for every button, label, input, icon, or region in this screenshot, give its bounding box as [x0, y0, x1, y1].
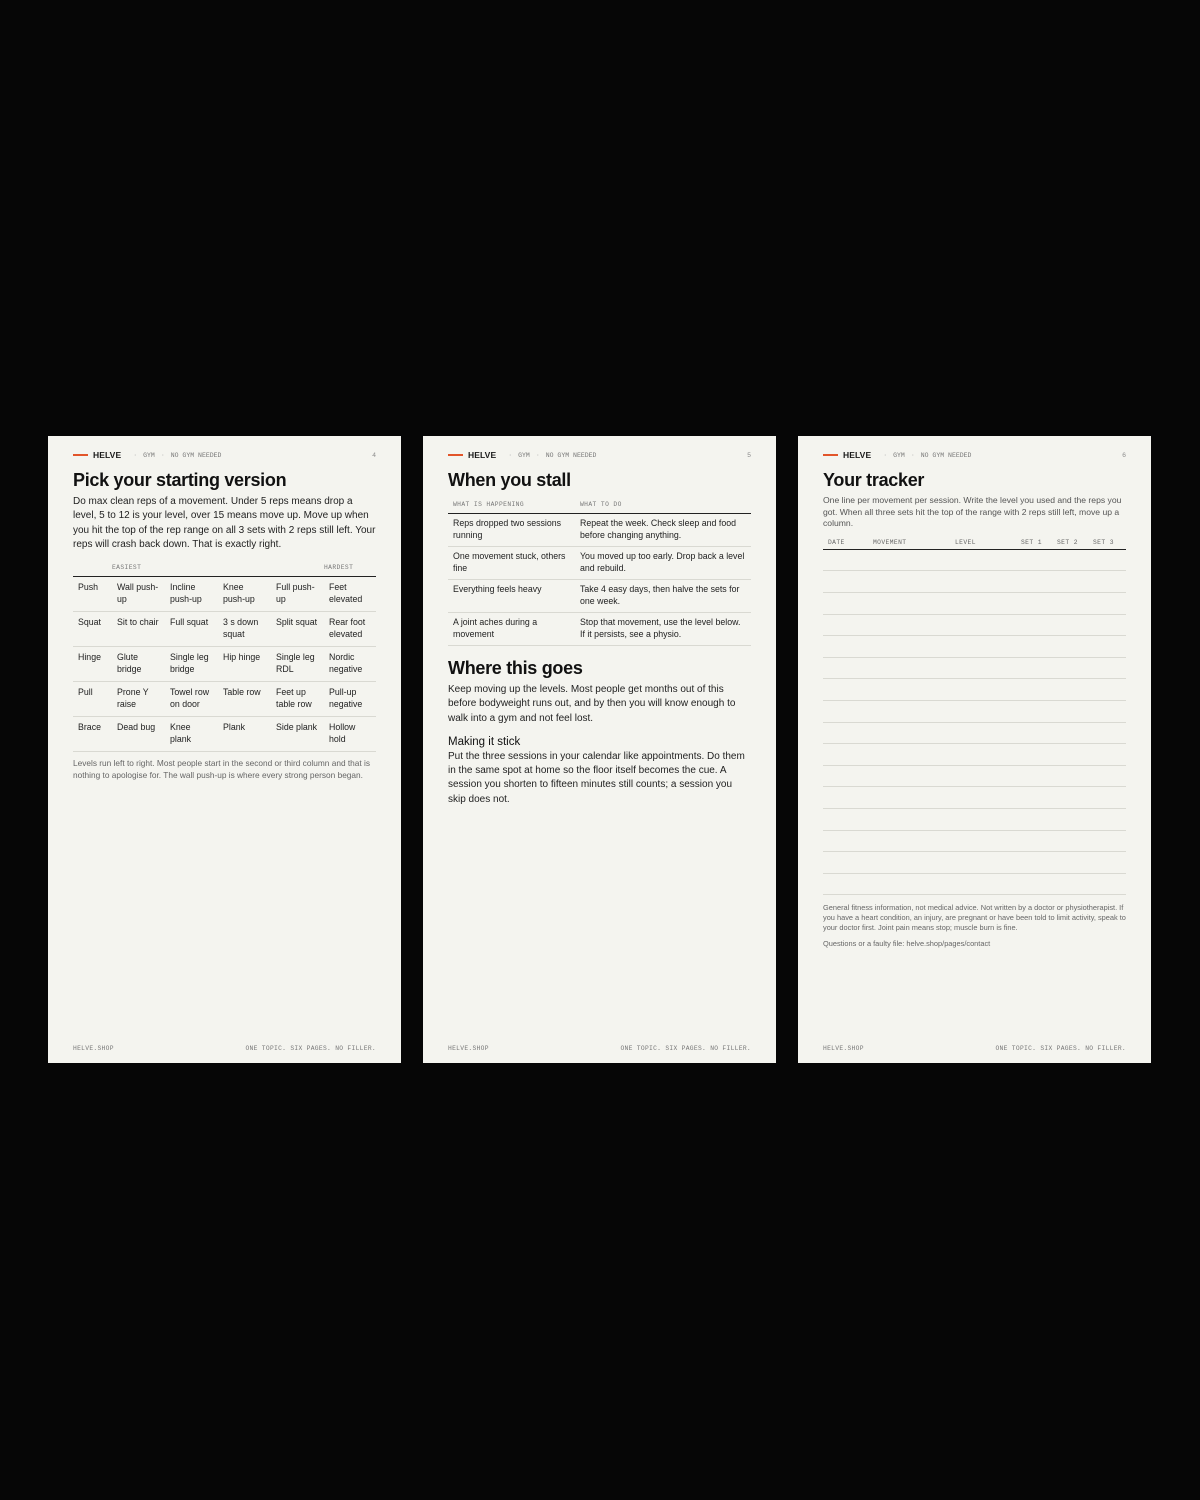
tracker-row[interactable]: [823, 831, 1126, 853]
page-header: [448, 450, 751, 460]
table-row: [448, 547, 751, 580]
level-cell: 3 s down squat: [218, 612, 271, 647]
action-cell: Stop that movement, use the level below. If it persists, see a physio.: [575, 613, 751, 646]
level-cell: Knee plank: [165, 717, 218, 752]
table-header: [73, 560, 376, 577]
progression-table: [73, 560, 376, 752]
accent-bar: [73, 454, 88, 456]
movement-name: Hinge: [73, 647, 112, 682]
footer-tagline: ONE TOPIC. SIX PAGES. NO FILLER.: [995, 1045, 1126, 1052]
table-row: [448, 613, 751, 646]
action-cell: Repeat the week. Check sleep and food before changing anything.: [575, 514, 751, 547]
header-section: GYM: [518, 451, 530, 459]
page-number: 6: [1122, 451, 1126, 459]
footer-tagline: ONE TOPIC. SIX PAGES. NO FILLER.: [245, 1045, 376, 1052]
page-title: Your tracker: [823, 470, 925, 490]
header-meta: · GYM · NO GYM NEEDED: [508, 451, 597, 459]
contact-line: Questions or a faulty file: helve.shop/pages/contact: [823, 938, 991, 948]
level-cell: Single leg RDL: [271, 647, 324, 682]
tracker-rows: [823, 550, 1126, 896]
level-cell: Plank: [218, 717, 271, 752]
page-number: 5: [747, 451, 751, 459]
section-body: Keep moving up the levels. Most people get months out of this before bodyweight runs out, and by then you will know enough to walk into a gym and not feel lost.: [448, 684, 736, 724]
hardest-label: HARDEST: [324, 560, 376, 577]
level-cell: Single leg bridge: [165, 647, 218, 682]
header-section: GYM: [893, 451, 905, 459]
symptom-cell: One movement stuck, others fine: [448, 547, 575, 580]
table-row: [448, 514, 751, 547]
accent-bar: [448, 454, 463, 456]
tracker-intro: One line per movement per session. Write the level you used and the reps you got. When all three sets hit the top of the range with 2 reps still left, move up a column.: [823, 495, 1122, 529]
tracker-row[interactable]: [823, 787, 1126, 809]
header-meta: · GYM · NO GYM NEEDED: [133, 451, 222, 459]
level-cell: Feet elevated: [324, 577, 376, 612]
table-row: [73, 612, 376, 647]
document-page: [48, 436, 401, 1063]
table-row: [448, 580, 751, 613]
tracker-row[interactable]: [823, 615, 1126, 637]
level-cell: Hollow hold: [324, 717, 376, 752]
tracker-row[interactable]: [823, 852, 1126, 874]
medical-disclaimer: General fitness information, not medical advice. Not written by a doctor or physiotherapist. If you have a heart condition, an injury, are pregnant or have been told to limit activity, speak to your doctor first. Joint pain means stop; muscle burn is fine.: [823, 903, 1126, 932]
tracker-col-set3: SET 3: [1093, 538, 1114, 546]
footer-site: HELVE.SHOP: [823, 1045, 864, 1052]
column-header: WHAT IS HAPPENING: [448, 497, 575, 514]
tracker-row[interactable]: [823, 636, 1126, 658]
movement-name: Push: [73, 577, 112, 612]
brand-logo: HELVE: [843, 450, 872, 460]
tracker-row[interactable]: [823, 723, 1126, 745]
level-cell: Nordic negative: [324, 647, 376, 682]
level-cell: Side plank: [271, 717, 324, 752]
footer-tagline: ONE TOPIC. SIX PAGES. NO FILLER.: [620, 1045, 751, 1052]
page-header: [73, 450, 376, 460]
tracker-row[interactable]: [823, 701, 1126, 723]
level-cell: Knee push-up: [218, 577, 271, 612]
header-section: GYM: [143, 451, 155, 459]
header-meta: · GYM · NO GYM NEEDED: [883, 451, 972, 459]
document-page: [798, 436, 1151, 1063]
tracker-col-movement: MOVEMENT: [873, 538, 907, 546]
subsection-heading: Making it stick: [448, 735, 521, 748]
header-subtitle: NO GYM NEEDED: [170, 451, 222, 459]
tracker-row[interactable]: [823, 550, 1126, 572]
level-cell: Table row: [218, 682, 271, 717]
movement-name: Squat: [73, 612, 112, 647]
level-cell: Split squat: [271, 612, 324, 647]
tracker-row[interactable]: [823, 809, 1126, 831]
level-cell: Glute bridge: [112, 647, 165, 682]
easiest-label: EASIEST: [112, 560, 324, 577]
header-subtitle: NO GYM NEEDED: [920, 451, 972, 459]
section-heading: Where this goes: [448, 658, 583, 678]
tracker-row[interactable]: [823, 593, 1126, 615]
stall-table: [448, 497, 751, 646]
table-row: [73, 647, 376, 682]
page-title: When you stall: [448, 470, 571, 490]
level-cell: Rear foot elevated: [324, 612, 376, 647]
tracker-col-level: LEVEL: [955, 538, 976, 546]
movement-name: Brace: [73, 717, 112, 752]
header-subtitle: NO GYM NEEDED: [545, 451, 597, 459]
table-row: [73, 682, 376, 717]
level-cell: Prone Y raise: [112, 682, 165, 717]
level-cell: Dead bug: [112, 717, 165, 752]
page-header: [823, 450, 1126, 460]
table-note: Levels run left to right. Most people start in the second or third column and that is nothing to apologise for. The wall push-up is where every strong person began.: [73, 758, 371, 780]
intro-text: Do max clean reps of a movement. Under 5 reps means drop a level, 5 to 12 is your level, over 15 means move up. Move up when you hit the top of the rep range on all 3 sets with 2 reps still left. Your reps will crash back down. That is exactly right.: [73, 496, 376, 550]
level-cell: Full push-up: [271, 577, 324, 612]
level-cell: Wall push-up: [112, 577, 165, 612]
page-number: 4: [372, 451, 376, 459]
tracker-col-set1: SET 1: [1021, 538, 1042, 546]
symptom-cell: A joint aches during a movement: [448, 613, 575, 646]
footer-site: HELVE.SHOP: [73, 1045, 114, 1052]
table-header: [448, 497, 751, 514]
level-cell: Sit to chair: [112, 612, 165, 647]
page-footer: [73, 1045, 376, 1052]
tracker-row[interactable]: [823, 571, 1126, 593]
page-footer: [823, 1045, 1126, 1052]
action-cell: Take 4 easy days, then halve the sets for one week.: [575, 580, 751, 613]
level-cell: Full squat: [165, 612, 218, 647]
brand-logo: HELVE: [93, 450, 122, 460]
table-row: [73, 577, 376, 612]
level-cell: Incline push-up: [165, 577, 218, 612]
tracker-col-date: DATE: [828, 538, 845, 546]
level-cell: Feet up table row: [271, 682, 324, 717]
brand-logo: HELVE: [468, 450, 497, 460]
accent-bar: [823, 454, 838, 456]
symptom-cell: Reps dropped two sessions running: [448, 514, 575, 547]
table-row: [73, 717, 376, 752]
tracker-row[interactable]: [823, 874, 1126, 896]
page-footer: [448, 1045, 751, 1052]
level-cell: Hip hinge: [218, 647, 271, 682]
level-cell: Pull-up negative: [324, 682, 376, 717]
page-title: Pick your starting version: [73, 470, 287, 490]
tracker-row[interactable]: [823, 679, 1126, 701]
subsection-body: Put the three sessions in your calendar like appointments. Do them in the same spot at home so the floor itself becomes the cue. A session you shorten to fifteen minutes still counts; a session you skip does not.: [448, 750, 745, 805]
document-page: [423, 436, 776, 1063]
level-cell: Towel row on door: [165, 682, 218, 717]
footer-site: HELVE.SHOP: [448, 1045, 489, 1052]
column-header: WHAT TO DO: [575, 497, 751, 514]
action-cell: You moved up too early. Drop back a level and rebuild.: [575, 547, 751, 580]
tracker-row[interactable]: [823, 744, 1126, 766]
movement-name: Pull: [73, 682, 112, 717]
tracker-col-set2: SET 2: [1057, 538, 1078, 546]
tracker-header: [823, 535, 1126, 550]
tracker-row[interactable]: [823, 766, 1126, 788]
tracker-row[interactable]: [823, 658, 1126, 680]
symptom-cell: Everything feels heavy: [448, 580, 575, 613]
